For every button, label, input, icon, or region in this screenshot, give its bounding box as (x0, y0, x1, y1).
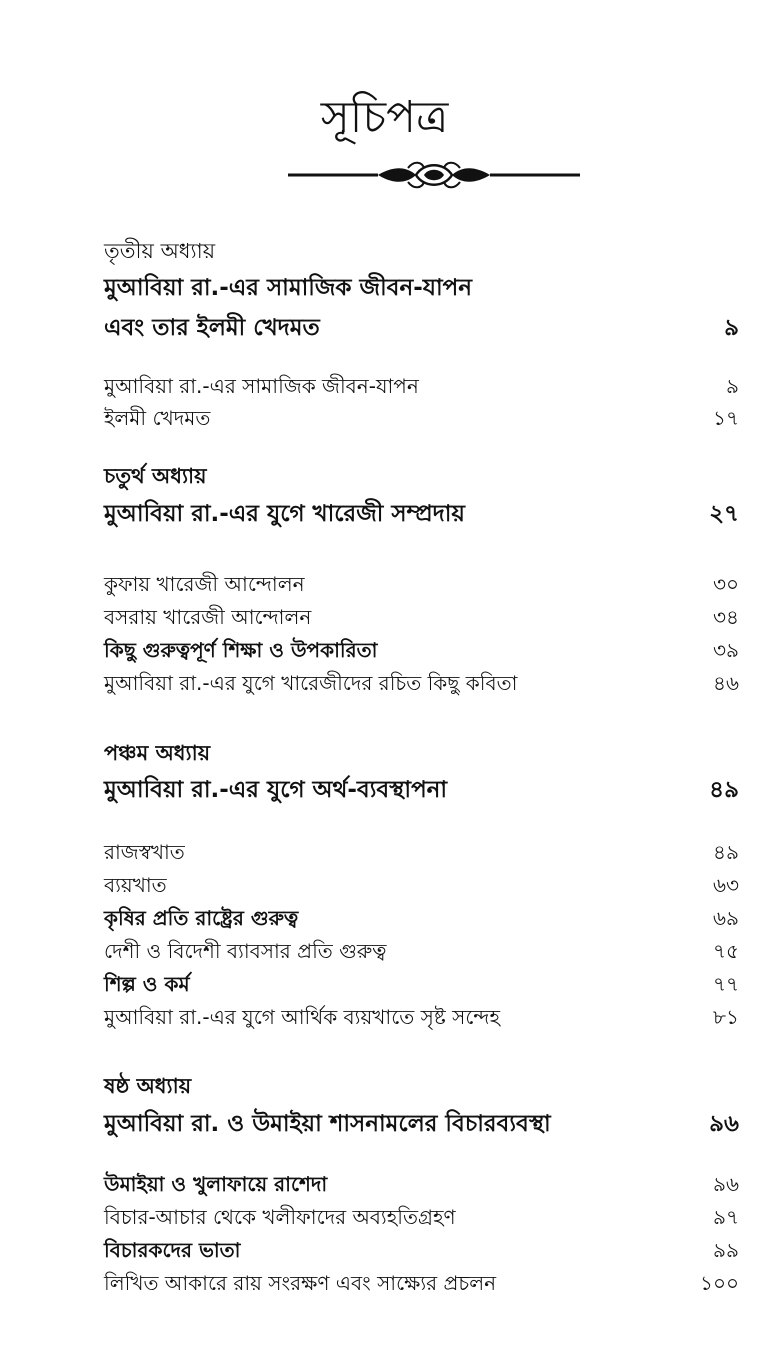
toc-text: মুআবিয়া রা.-এর যুগে অর্থ-ব্যবস্থাপনা (104, 777, 448, 803)
toc-entry (104, 601, 739, 633)
toc-text: ইলমী খেদমত (104, 406, 211, 430)
toc-text: কৃষির প্রতি রাষ্ট্রের গুরুত্ব (104, 906, 299, 930)
toc-page-number: ৯ (724, 315, 739, 341)
toc-text: মুআবিয়া রা. ও উমাইয়া শাসনামলের বিচারব্যবস্থা (104, 1111, 551, 1137)
toc-text: মুআবিয়া রা.-এর যুগে খারেজীদের রচিত কিছু কবিতা (104, 671, 518, 695)
toc-text: কুফায় খারেজী আন্দোলন (104, 572, 305, 596)
toc-page-number: ৪৯ (709, 777, 739, 803)
toc-entry (104, 1201, 739, 1233)
toc-page-number: ৯৯ (713, 1238, 739, 1262)
chapter-label (104, 460, 739, 492)
toc-page-number: ৩৯ (713, 638, 739, 662)
toc-text: মুআবিয়া রা.-এর যুগে খারেজী সম্প্রদায় (104, 501, 465, 527)
toc-text: মুআবিয়া রা.-এর সামাজিক জীবন-যাপন (104, 275, 473, 301)
toc-page-number: ৪৬ (713, 671, 739, 695)
toc-text: পঞ্চম অধ্যায় (104, 741, 211, 765)
chapter-label (104, 1070, 739, 1102)
toc-text: ব্যয়খাত (104, 873, 167, 897)
toc-page-number: ৭৫ (713, 939, 739, 963)
toc-text: লিখিত আকারে রায় সংরক্ষণ এবং সাক্ষ্যের প্রচলন (104, 1271, 497, 1295)
toc-text: বিচারকদের ভাতা (104, 1238, 241, 1262)
toc-page-number: ৭৭ (712, 972, 739, 996)
toc-page-number: ৩০ (712, 572, 739, 596)
toc-text: তৃতীয় অধ্যায় (104, 239, 216, 263)
toc-page-number: ৬৯ (713, 906, 739, 930)
toc-page-number: ৯৬ (713, 1172, 739, 1196)
toc-page-number: ৪৯ (713, 840, 739, 864)
toc-entry (104, 1168, 739, 1200)
toc-page-number: ৯৬ (709, 1111, 739, 1137)
chapter-label (104, 235, 739, 267)
toc-heading (104, 498, 739, 530)
toc-text: চতুর্থ অধ্যায় (104, 464, 207, 488)
toc-entry (104, 370, 739, 402)
toc-page-number: ২৭ (709, 501, 739, 527)
toc-page-number: ৩৪ (713, 605, 739, 629)
toc-text: কিছু গুরুত্বপূর্ণ শিক্ষা ও উপকারিতা (104, 638, 378, 662)
toc-page-number: ১০০ (700, 1271, 739, 1295)
ornamental-divider-icon (288, 158, 580, 192)
toc-heading (104, 1108, 739, 1140)
toc-entry (104, 1234, 739, 1266)
toc-heading (104, 774, 739, 806)
toc-text: মুআবিয়া রা.-এর যুগে আর্থিক ব্যয়খাতে সৃষ্ট সন্দেহ (104, 1005, 500, 1029)
toc-text: ষষ্ঠ অধ্যায় (104, 1074, 192, 1098)
toc-page-number: ৮১ (713, 1005, 739, 1029)
toc-entry (104, 1001, 739, 1033)
toc-entry (104, 1267, 739, 1299)
toc-entry (104, 836, 739, 868)
page-title: সূচিপত্র (320, 92, 449, 143)
toc-page-number: ১৭ (713, 406, 739, 430)
toc-heading (104, 312, 739, 344)
toc-entry (104, 968, 739, 1000)
chapter-label (104, 737, 739, 769)
toc-page-number: ৯ (726, 374, 739, 398)
toc-text: বসরায় খারেজী আন্দোলন (104, 605, 312, 629)
toc-text: মুআবিয়া রা.-এর সামাজিক জীবন-যাপন (104, 374, 419, 398)
toc-entry (104, 402, 739, 434)
toc-entry (104, 869, 739, 901)
toc-entry (104, 568, 739, 600)
toc-text: বিচার-আচার থেকে খলীফাদের অব্যহতিগ্রহণ (104, 1205, 456, 1229)
toc-entry (104, 902, 739, 934)
toc-entry (104, 634, 739, 666)
toc-text: দেশী ও বিদেশী ব্যাবসার প্রতি গুরুত্ব (104, 939, 387, 963)
toc-entry (104, 935, 739, 967)
toc-entry (104, 667, 739, 699)
toc-text: শিল্প ও কর্ম (104, 972, 190, 996)
toc-text: উমাইয়া ও খুলাফায়ে রাশেদা (104, 1172, 328, 1196)
toc-text: এবং তার ইলমী খেদমত (104, 315, 320, 341)
toc-page-number: ৯৭ (713, 1205, 739, 1229)
toc-text: রাজস্বখাত (104, 840, 185, 864)
toc-page-number: ৬৩ (712, 873, 739, 897)
toc-heading (104, 272, 739, 304)
